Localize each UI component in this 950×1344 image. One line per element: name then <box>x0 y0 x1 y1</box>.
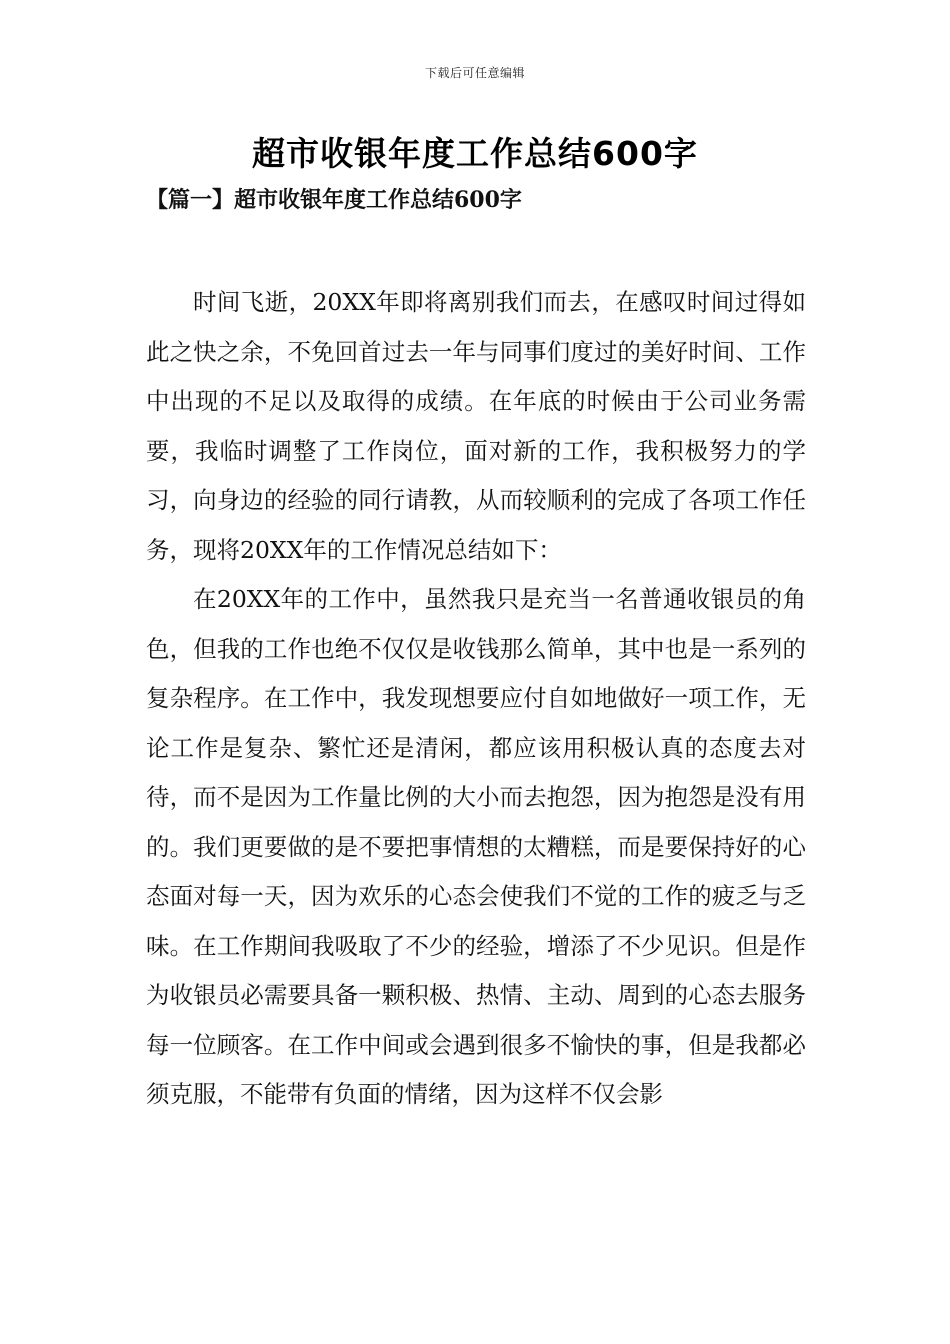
document-title: 超市收银年度工作总结600字 <box>252 134 698 173</box>
paragraph-intro: 时间飞逝，20XX年即将离别我们而去，在感叹时间过得如此之快之余，不免回首过去一年与同事们度过的美好时间、工作中出现的不足以及取得的成绩。在年底的时候由于公司业务需要，我临时调整了工作岗位，面对新的工作，我积极努力的学习，向身边的经验的同行请教，从而较顺利的完成了各项工作任务，现将20XX年的工作情况总结如下： <box>146 288 806 564</box>
document-body <box>146 278 806 1120</box>
running-header: 下载后可任意编辑 <box>424 66 525 80</box>
paragraph-work-summary: 在20XX年的工作中，虽然我只是充当一名普通收银员的角色，但我的工作也绝不仅仅是收钱那么简单，其中也是一系列的复杂程序。在工作中，我发现想要应付自如地做好一项工作，无论工作是复杂、繁忙还是清闲，都应该用积极认真的态度去对待，而不是因为工作量比例的大小而去抱怨，因为抱怨是没有用的。我们更要做的是不要把事情想的太糟糕，而是要保持好的心态面对每一天，因为欢乐的心态会使我们不觉的工作的疲乏与乏味。在工作期间我吸取了不少的经验，增添了不少见识。但是作为收银员必需要具备一颗积极、热情、主动、周到的心态去服务每一位顾客。在工作中间或会遇到很多不愉快的事，但是我都必须克服，不能带有负面的情绪，因为这样不仅会影 <box>146 585 806 1108</box>
section-heading: 【篇一】超市收银年度工作总结600字 <box>146 187 522 213</box>
